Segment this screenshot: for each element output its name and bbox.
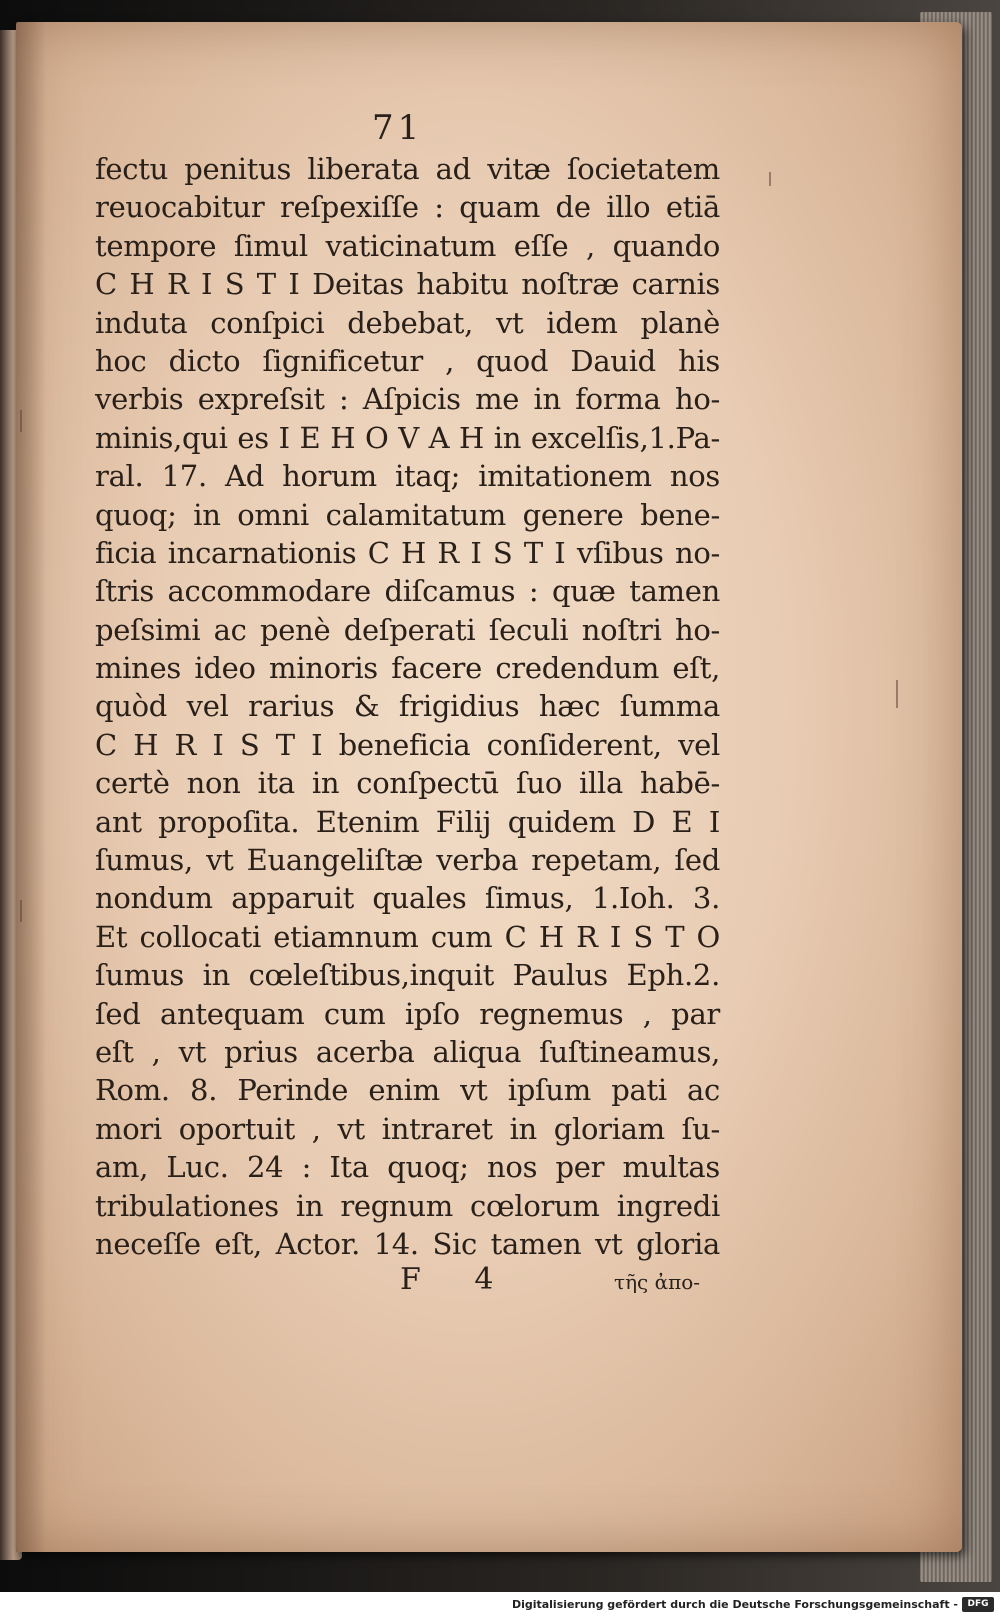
text-line: ſumus in cœleſtibus,inquit Paulus Eph.2. (95, 958, 720, 993)
text-line: quoq; in omni calamitatum genere bene- (95, 497, 720, 532)
text-line: neceſſe eſt, Actor. 14. Sic tamen vt gloria (95, 1226, 720, 1261)
text-line: ficia incarnationis C H R I S T I vſibus no- (95, 535, 720, 570)
text-line: minis,qui es I E H O V A H in excelſis,1.Pa- (95, 420, 720, 455)
text-line: eſt , vt prius acerba aliqua ſuſtineamus, (95, 1034, 720, 1069)
margin-mark (769, 172, 771, 186)
text-line: hoc dicto ſignificetur , quod Dauid his (95, 343, 720, 378)
text-line: mori oportuit , vt intraret in gloriam ſu- (95, 1111, 720, 1146)
text-line: reuocabitur reſpexiſſe : quam de illo etiā (95, 190, 720, 225)
text-line: mines ideo minoris facere credendum eſt, (95, 651, 720, 686)
text-line: quòd vel rarius & frigidius hæc ſumma (95, 689, 720, 724)
text-line: Et collocati etiamnum cum C H R I S T O (95, 919, 720, 954)
signature-mark: F 4 (400, 1262, 516, 1297)
dfg-logo: DFG (962, 1597, 994, 1612)
text-line: ral. 17. Ad horum itaq; imitationem nos (95, 459, 720, 494)
text-line: peſsimi ac penè deſperati ſeculi noſtri ho- (95, 612, 720, 647)
text-line: certè non ita in conſpectū ſuo illa habē- (95, 766, 720, 801)
text-line: Rom. 8. Perinde enim vt ipſum pati ac (95, 1073, 720, 1108)
digitization-credit: Digitalisierung gefördert durch die Deutsche Forschungsgemeinschaft - (511, 1598, 958, 1611)
text-line: C H R I S T I beneficia conſiderent, vel (95, 727, 720, 762)
text-line: ſed antequam cum ipſo regnemus , par (95, 996, 720, 1031)
page-number: 71 (372, 108, 424, 148)
catchword: τῆς ἀπο- (614, 1270, 701, 1294)
text-line: fectu penitus liberata ad vitæ ſocietatem (95, 152, 720, 186)
text-line: ſtris accommodare diſcamus : quæ tamen (95, 574, 720, 609)
text-line: tempore ſimul vaticinatum eſſe , quando (95, 228, 720, 263)
margin-mark (20, 410, 22, 432)
text-line: ant propoſita. Etenim Filij quidem D E I (95, 804, 720, 839)
text-line: ſumus, vt Euangeliſtæ verba repetam, ſed (95, 843, 720, 878)
text-line: am, Luc. 24 : Ita quoq; nos per multas (95, 1150, 720, 1185)
page-gutter-shadow (16, 22, 46, 1552)
text-line: nondum apparuit quales ſimus, 1.Ioh. 3. (95, 881, 720, 916)
text-line: C H R I S T I Deitas habitu noſtræ carnis (95, 267, 720, 302)
body-text (95, 150, 720, 1263)
margin-mark (896, 680, 898, 708)
text-line: induta conſpici debebat, vt idem planè (95, 305, 720, 340)
text-line: verbis expreſsit : Aſpicis me in forma ho- (95, 382, 720, 417)
text-line: tribulationes in regnum cœlorum ingredi (95, 1188, 720, 1223)
margin-mark (20, 900, 22, 922)
